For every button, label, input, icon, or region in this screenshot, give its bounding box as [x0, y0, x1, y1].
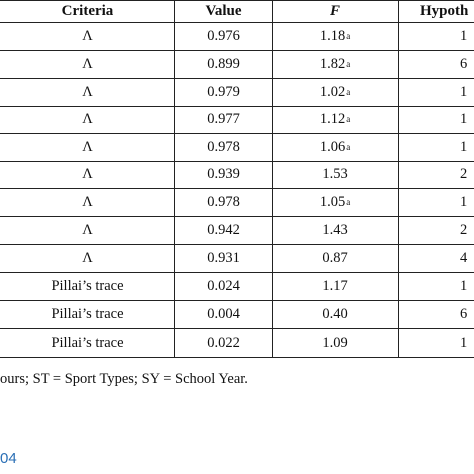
value-cell: 0.979	[207, 83, 240, 100]
criteria-cell: Pillai’s trace	[51, 334, 124, 351]
hypothesis-cell: 1	[460, 110, 468, 127]
value-cell: 0.939	[207, 165, 240, 182]
header-hypothesis: Hypoth	[420, 2, 469, 19]
footnote-marker: a	[346, 31, 351, 41]
f-cell	[272, 105, 398, 133]
f-cell	[272, 300, 398, 328]
value-cell: 0.899	[207, 55, 240, 72]
f-value: 1.05	[319, 193, 346, 210]
criteria-cell: Λ	[82, 27, 93, 44]
header-value: Value	[205, 2, 242, 19]
header-f: F	[329, 2, 340, 19]
hypothesis-cell: 6	[460, 305, 468, 322]
table-row	[0, 50, 474, 79]
f-cell	[272, 244, 398, 272]
table-header-row	[0, 0, 474, 23]
value-cell: 0.976	[207, 27, 240, 44]
hypothesis-cell: 1	[460, 193, 468, 210]
f-cell	[272, 329, 398, 357]
header-criteria: Criteria	[61, 2, 114, 19]
value-cell: 0.004	[207, 305, 240, 322]
value-cell: 0.978	[207, 138, 240, 155]
f-value: 1.43	[322, 221, 348, 238]
hypothesis-cell: 4	[460, 249, 468, 266]
criteria-cell: Λ	[82, 165, 93, 182]
f-cell	[272, 160, 398, 188]
table-row	[0, 244, 474, 273]
table-row	[0, 133, 474, 162]
f-cell	[272, 50, 398, 78]
value-cell: 0.022	[207, 334, 240, 351]
hypothesis-cell: 2	[460, 221, 468, 238]
f-value: 0.40	[322, 305, 348, 322]
criteria-cell: Λ	[82, 138, 93, 155]
value-cell: 0.024	[207, 277, 240, 294]
f-value: 0.87	[322, 249, 348, 266]
table-row	[0, 105, 474, 134]
figure-reference[interactable]: 04	[0, 450, 17, 467]
f-cell	[272, 188, 398, 216]
hypothesis-cell: 1	[460, 27, 468, 44]
f-cell	[272, 22, 398, 50]
criteria-cell: Λ	[82, 83, 93, 100]
criteria-cell: Pillai’s trace	[51, 277, 124, 294]
hypothesis-cell: 6	[460, 55, 468, 72]
table-row	[0, 272, 474, 301]
table-row	[0, 216, 474, 245]
criteria-cell: Λ	[82, 221, 93, 238]
footnote-marker: a	[346, 142, 351, 152]
value-cell: 0.942	[207, 221, 240, 238]
table-row	[0, 300, 474, 329]
f-value: 1.53	[322, 165, 348, 182]
footnote-marker: a	[346, 197, 351, 207]
criteria-cell: Λ	[82, 110, 93, 127]
f-value: 1.12	[319, 110, 346, 127]
hypothesis-cell: 1	[460, 83, 468, 100]
footnote-marker: a	[346, 59, 351, 69]
criteria-cell: Pillai’s trace	[51, 305, 124, 322]
hypothesis-cell: 1	[460, 138, 468, 155]
hypothesis-cell: 2	[460, 165, 468, 182]
f-cell	[272, 272, 398, 300]
column-divider	[398, 0, 399, 357]
f-cell	[272, 216, 398, 244]
table-row	[0, 329, 474, 358]
criteria-cell: Λ	[82, 193, 93, 210]
footnote-marker: a	[346, 114, 351, 124]
f-value: 1.06	[319, 138, 346, 155]
f-cell	[272, 133, 398, 161]
hypothesis-cell: 1	[460, 334, 468, 351]
hypothesis-cell: 1	[460, 277, 468, 294]
f-cell	[272, 78, 398, 106]
value-cell: 0.931	[207, 249, 240, 266]
table-row	[0, 160, 474, 189]
table-row	[0, 22, 474, 51]
criteria-cell: Λ	[82, 249, 93, 266]
f-value: 1.18	[319, 27, 346, 44]
f-value: 1.02	[319, 83, 346, 100]
table-row	[0, 78, 474, 107]
footnote-marker: a	[346, 87, 351, 97]
value-cell: 0.977	[207, 110, 240, 127]
f-value: 1.82	[319, 55, 346, 72]
column-divider	[272, 0, 273, 357]
table-footnote: ours; ST = Sport Types; SY = School Year.	[0, 371, 248, 387]
table-row	[0, 188, 474, 217]
f-value: 1.17	[322, 277, 348, 294]
value-cell: 0.978	[207, 193, 240, 210]
criteria-cell: Λ	[82, 55, 93, 72]
column-divider	[174, 0, 175, 357]
f-value: 1.09	[322, 334, 348, 351]
